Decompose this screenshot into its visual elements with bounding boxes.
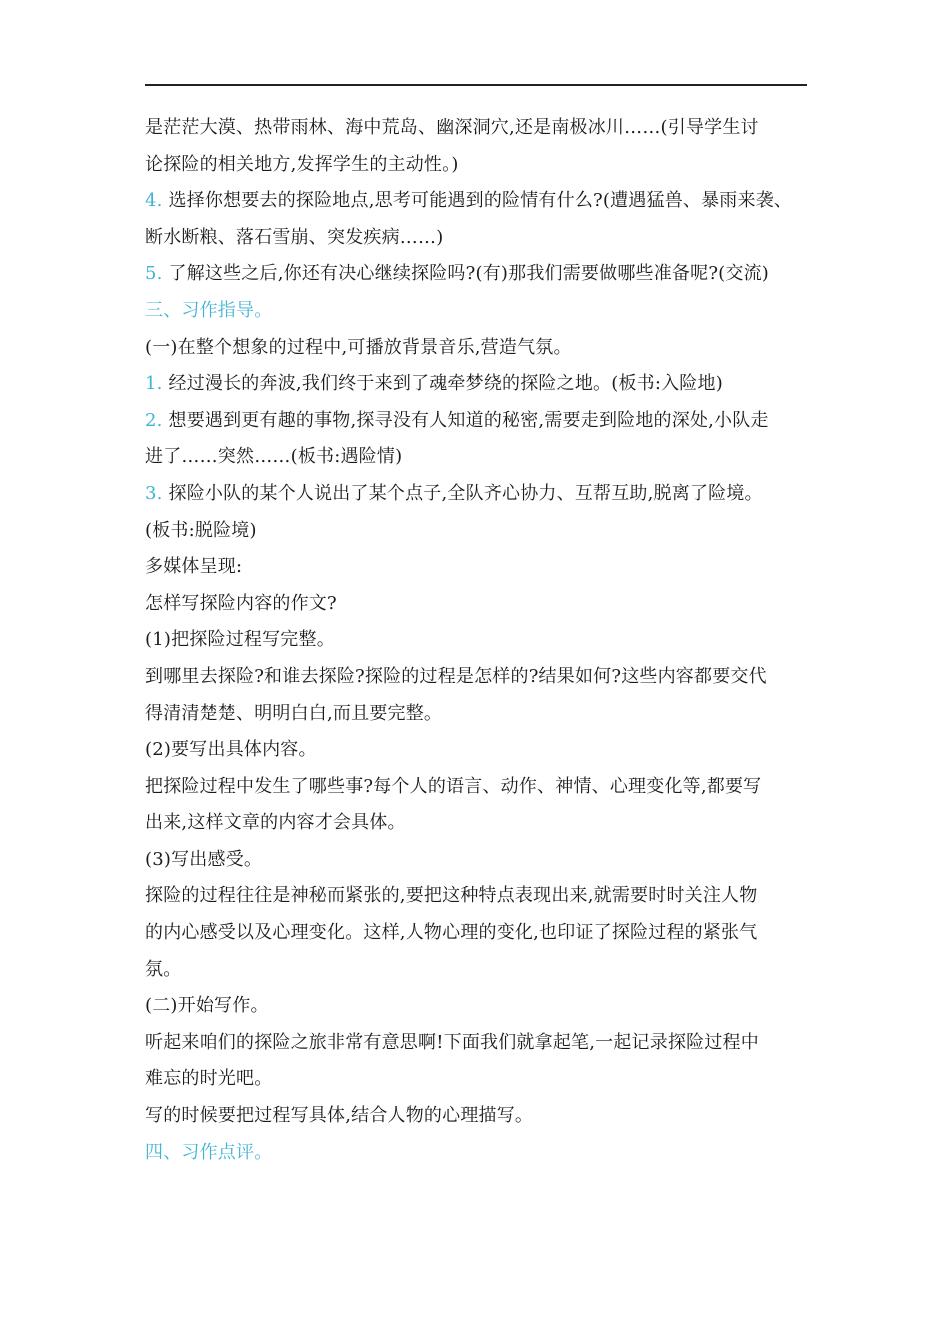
text-line: 写的时候要把过程写具体,结合人物的心理描写。 bbox=[145, 1105, 534, 1127]
text-line: 得清清楚楚、明明白白,而且要完整。 bbox=[145, 702, 443, 724]
text-line: 氛。 bbox=[145, 958, 182, 980]
item-number: 3. bbox=[145, 482, 163, 504]
text-line: 进了……突然……(板书:遇险情) bbox=[145, 446, 403, 468]
text-line: (1)把探险过程写完整。 bbox=[145, 629, 335, 651]
text-line: (二)开始写作。 bbox=[145, 995, 269, 1017]
item-number: 4. bbox=[145, 190, 163, 212]
numbered-item: 5. 了解这些之后,你还有决心继续探险吗?(有)那我们需要做哪些准备呢?(交流) bbox=[145, 263, 770, 285]
text-line: 断水断粮、落石雪崩、突发疾病……) bbox=[145, 226, 444, 248]
text-line: (一)在整个想象的过程中,可播放背景音乐,营造气氛。 bbox=[145, 336, 572, 358]
text-line: 难忘的时光吧。 bbox=[145, 1068, 273, 1090]
numbered-item: 3. 探险小队的某个人说出了某个点子,全队齐心协力、互帮互助,脱离了险境。 bbox=[145, 482, 763, 504]
document-body bbox=[145, 110, 825, 1171]
text-line: 的内心感受以及心理变化。这样,人物心理的变化,也印证了探险过程的紧张气 bbox=[145, 922, 758, 944]
item-number: 5. bbox=[145, 263, 163, 285]
section-heading: 三、习作指导。 bbox=[145, 299, 273, 321]
text-line: (2)要写出具体内容。 bbox=[145, 739, 317, 761]
text-line: 论探险的相关地方,发挥学生的主动性。) bbox=[145, 153, 459, 175]
numbered-item: 1. 经过漫长的奔波,我们终于来到了魂牵梦绕的探险之地。(板书:入险地) bbox=[145, 373, 723, 395]
text-line: 把探险过程中发生了哪些事?每个人的语言、动作、神情、心理变化等,都要写 bbox=[145, 775, 762, 797]
text-line: 多媒体呈现: bbox=[145, 556, 243, 578]
text-line: 听起来咱们的探险之旅非常有意思啊!下面我们就拿起笔,一起记录探险过程中 bbox=[145, 1031, 759, 1053]
text-line: 探险的过程往往是神秘而紧张的,要把这种特点表现出来,就需要时时关注人物 bbox=[145, 885, 758, 907]
header-rule bbox=[145, 84, 807, 86]
item-number: 2. bbox=[145, 409, 163, 431]
item-number: 1. bbox=[145, 373, 163, 395]
text-line: (板书:脱险境) bbox=[145, 519, 257, 541]
text-line: 怎样写探险内容的作文? bbox=[145, 592, 337, 614]
numbered-item: 2. 想要遇到更有趣的事物,探寻没有人知道的秘密,需要走到险地的深处,小队走 bbox=[145, 409, 769, 431]
text-line: 是茫茫大漠、热带雨林、海中荒岛、幽深洞穴,还是南极冰川……(引导学生讨 bbox=[145, 117, 759, 138]
text-line: 到哪里去探险?和谁去探险?探险的过程是怎样的?结果如何?这些内容都要交代 bbox=[145, 665, 767, 687]
numbered-item: 4. 选择你想要去的探险地点,思考可能遇到的险情有什么?(遭遇猛兽、暴雨来袭、 bbox=[145, 190, 793, 212]
text-line: 出来,这样文章的内容才会具体。 bbox=[145, 812, 406, 834]
text-line: (3)写出感受。 bbox=[145, 848, 263, 870]
section-heading: 四、习作点评。 bbox=[145, 1141, 273, 1163]
